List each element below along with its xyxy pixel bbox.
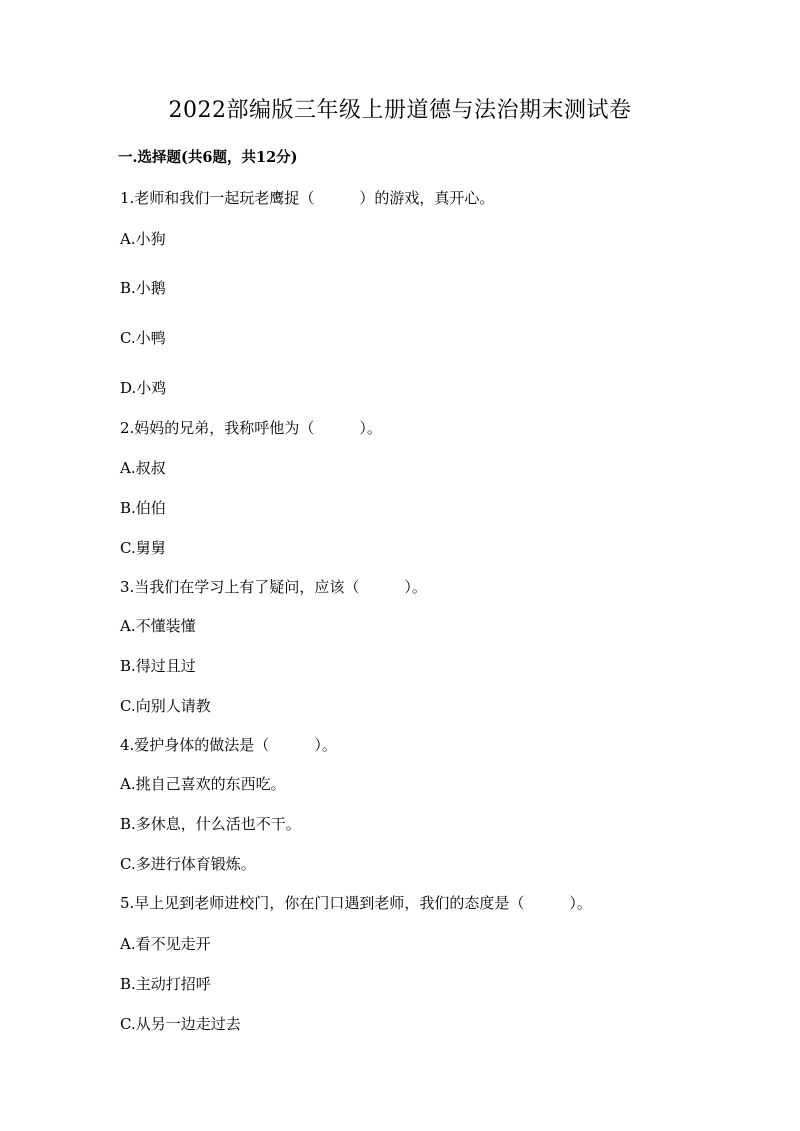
question-1-stem: 1.老师和我们一起玩老鹰捉（ ）的游戏，真开心。 xyxy=(120,189,495,207)
question-2-option-c: C.舅舅 xyxy=(120,539,166,557)
question-1-option-a: A.小狗 xyxy=(120,230,166,248)
question-4-option-b: B.多休息，什么活也不干。 xyxy=(120,815,301,833)
question-5-option-b: B.主动打招呼 xyxy=(120,975,211,993)
page-title: 2022部编版三年级上册道德与法治期末测试卷 xyxy=(168,98,632,123)
question-2-option-a: A.叔叔 xyxy=(120,459,166,477)
question-3-option-b: B.得过且过 xyxy=(120,657,196,675)
question-1-option-d: D.小鸡 xyxy=(120,379,167,397)
question-3-stem: 3.当我们在学习上有了疑问，应该（ ）。 xyxy=(120,578,427,596)
question-5-option-a: A.看不见走开 xyxy=(120,935,211,953)
question-5-stem: 5.早上见到老师进校门，你在门口遇到老师，我们的态度是（ ）。 xyxy=(120,894,592,912)
question-3-option-a: A.不懂装懂 xyxy=(120,617,196,635)
question-4-option-a: A.挑自己喜欢的东西吃。 xyxy=(120,775,286,793)
question-1-option-b: B.小鹅 xyxy=(120,279,166,297)
question-3-option-c: C.向别人请教 xyxy=(120,697,211,715)
question-4-stem: 4.爱护身体的做法是（ ）。 xyxy=(120,736,337,754)
question-2-option-b: B.伯伯 xyxy=(120,499,166,517)
question-5-option-c: C.从另一边走过去 xyxy=(120,1015,241,1033)
question-1-option-c: C.小鸭 xyxy=(120,329,166,347)
question-2-stem: 2.妈妈的兄弟，我称呼他为（ ）。 xyxy=(120,419,382,437)
question-4-option-c: C.多进行体育锻炼。 xyxy=(120,855,256,873)
section-heading: 一.选择题(共6题，共12分) xyxy=(118,149,298,166)
